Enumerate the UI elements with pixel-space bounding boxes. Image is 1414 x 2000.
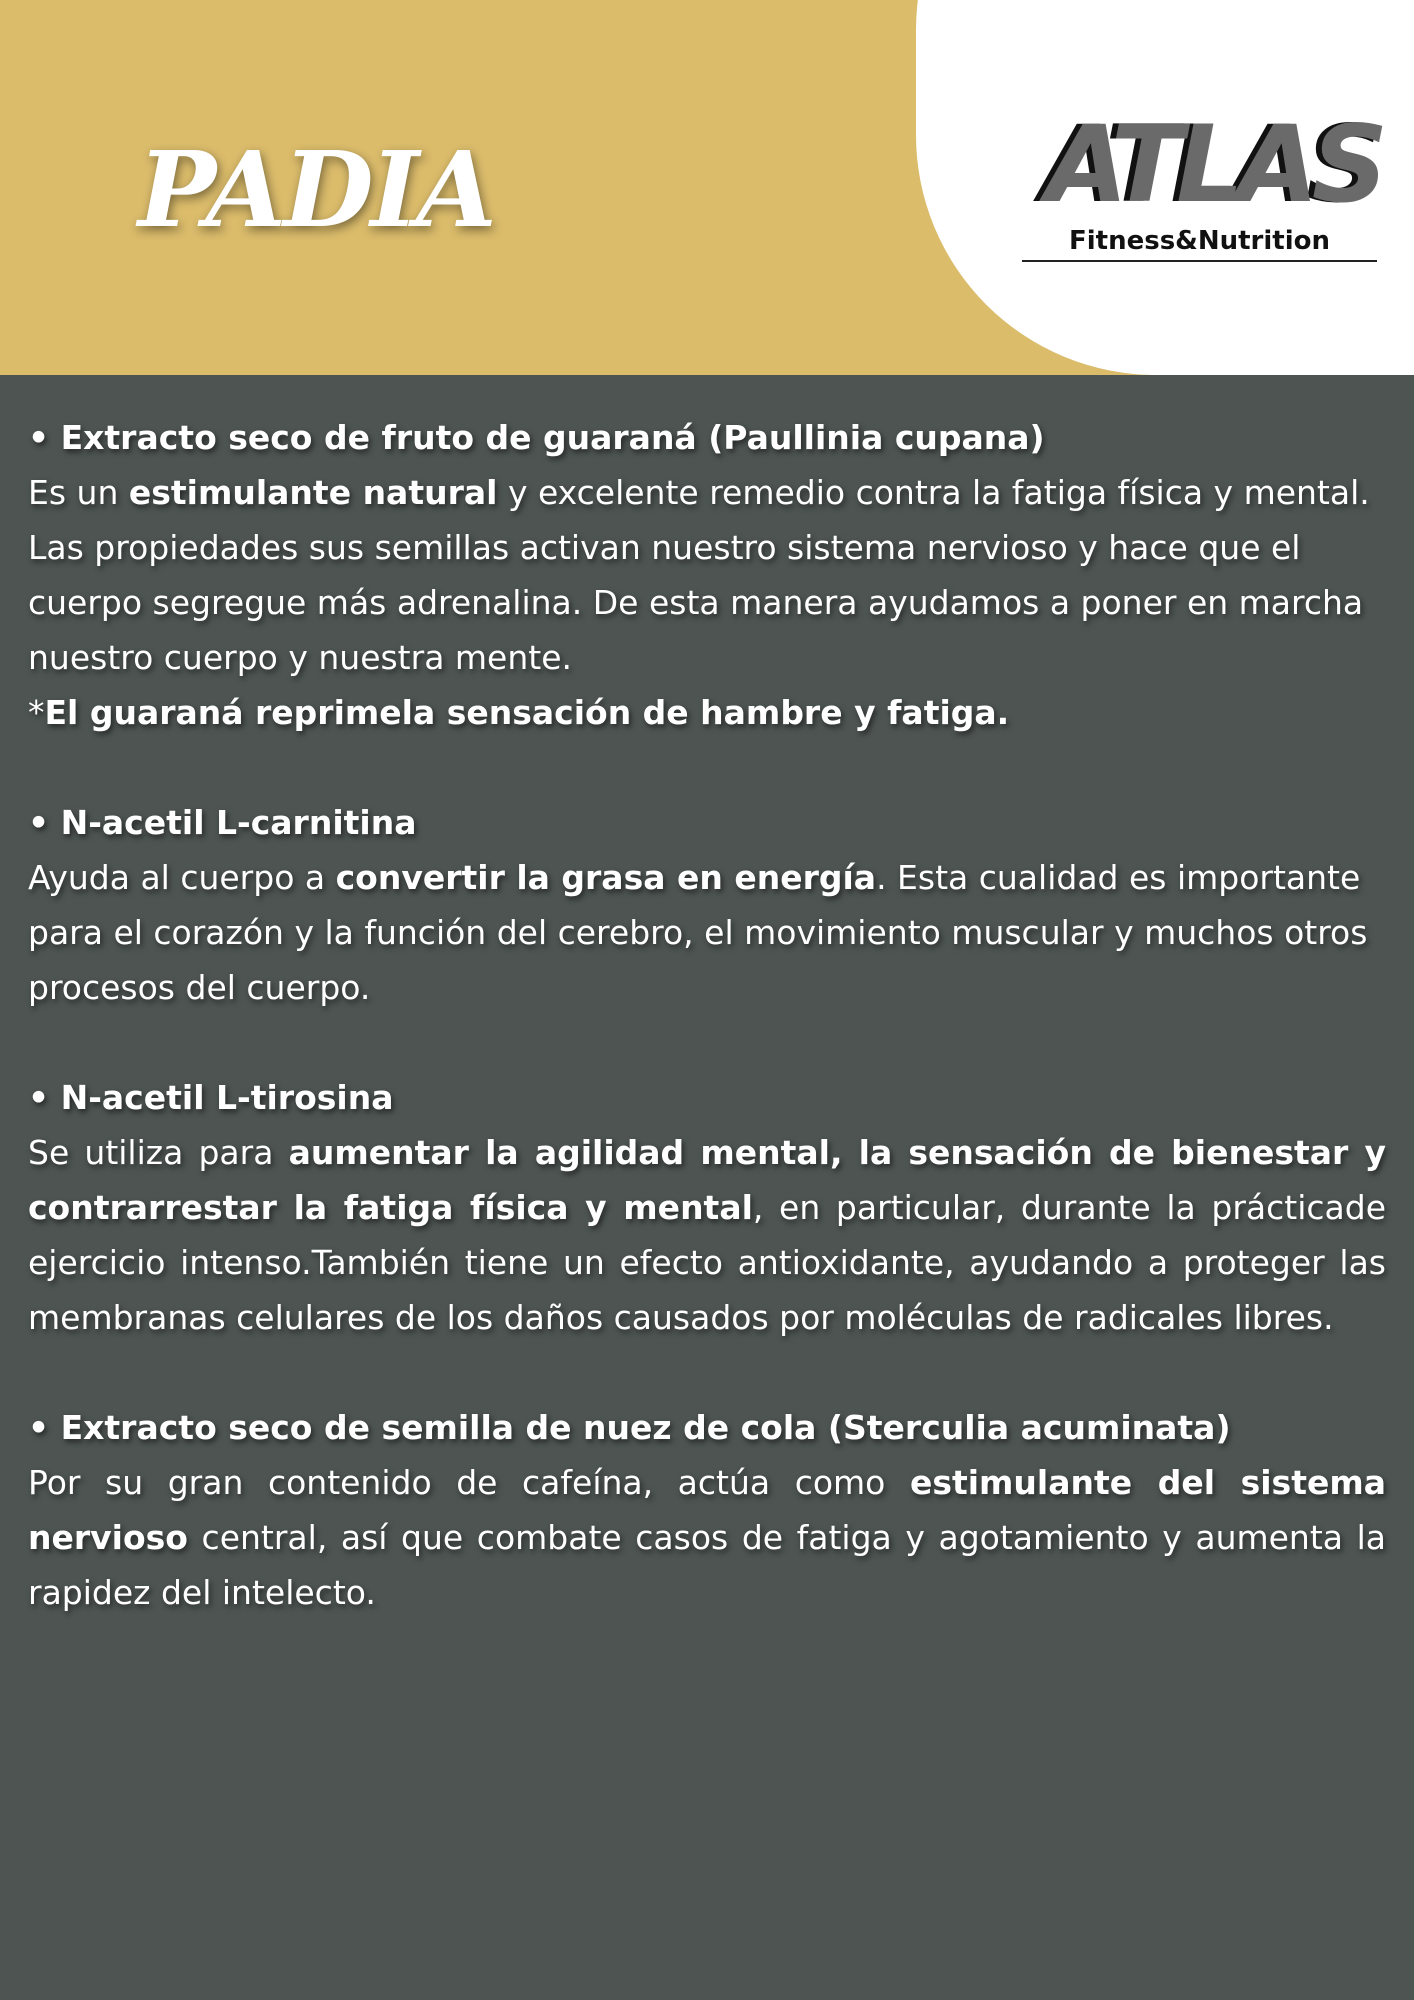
- highlight-text: estimulante del sistema nervioso: [28, 1463, 1387, 1557]
- text-run: Es un: [28, 473, 129, 512]
- highlight-text: aumentar la agilidad mental, la sensación de bienestar y contrarrestar la fatiga física y mental: [28, 1133, 1386, 1227]
- highlight-text: estimulante natural: [128, 473, 498, 512]
- text-run: Se utiliza para: [28, 1133, 289, 1172]
- text-run: Ayuda al cuerpo a: [28, 858, 336, 897]
- ingredient-heading: • N-acetil L-carnitina: [28, 803, 417, 842]
- ingredient-nuez-de-cola: [28, 1400, 1386, 1620]
- ingredient-description: [28, 1125, 1386, 1345]
- ingredient-description: [28, 850, 1386, 1015]
- note-text: El guaraná reprimela sensación de hambre y fatiga.: [44, 693, 1010, 732]
- ingredient-description: [28, 1455, 1386, 1620]
- text-run: Por su gran contenido de cafeína, actúa como: [28, 1463, 910, 1502]
- product-title: PADIA: [138, 128, 494, 251]
- ingredient-description: [28, 465, 1386, 685]
- ingredient-list: [28, 410, 1386, 1675]
- text-run: central, así que combate casos de fatiga y agotamiento y aumenta la rapidez del intelecto.: [28, 1518, 1386, 1612]
- note-asterisk: *: [28, 693, 45, 732]
- brand-logo: ATLAS: [1046, 103, 1382, 226]
- highlight-text: convertir la grasa en energía: [335, 858, 877, 897]
- ingredient-heading: • Extracto seco de semilla de nuez de cola (Sterculia acuminata): [28, 1408, 1231, 1447]
- text-run: . Esta cualidad es importante para el corazón y la función del cerebro, el movimiento muscular y muchos otros procesos del cuerpo.: [28, 858, 1368, 1007]
- ingredient-carnitina: [28, 795, 1386, 1015]
- brand-tagline: Fitness&Nutrition: [1022, 226, 1377, 262]
- ingredient-tirosina: [28, 1070, 1386, 1345]
- ingredient-heading: • N-acetil L-tirosina: [28, 1078, 394, 1117]
- header-banner: [0, 0, 1414, 375]
- text-run: y excelente remedio contra la fatiga física y mental. Las propiedades sus semillas activan nuestro sistema nervioso y hace que el cuerpo segregue más adrenalina. De esta manera ayudamos a poner en marcha nuestro cuerpo y nuestra mente.: [28, 473, 1370, 677]
- text-run: , en particular, durante la prácticade ejercicio intenso.También tiene un efecto antioxidante, ayudando a proteger las membranas celulares de los daños causados por moléculas de radicales libres.: [28, 1188, 1387, 1337]
- ingredient-guarana: [28, 410, 1386, 740]
- ingredient-note: [28, 685, 1386, 740]
- ingredient-heading: • Extracto seco de fruto de guaraná (Paullinia cupana): [28, 418, 1045, 457]
- brand-block: [1022, 103, 1382, 262]
